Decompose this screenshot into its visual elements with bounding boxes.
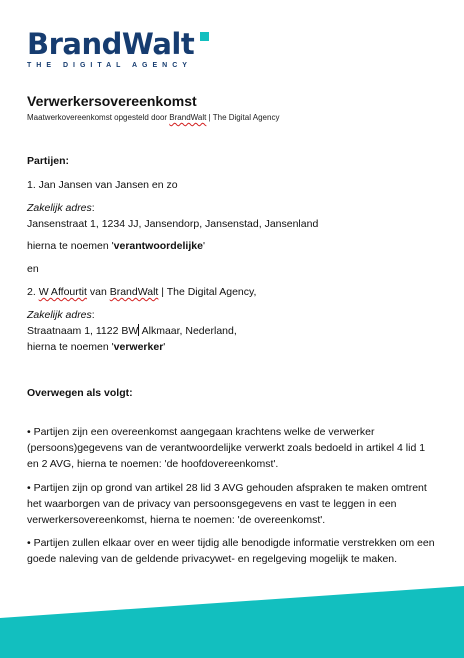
party1-address-label-text: Zakelijk adres [27,202,92,214]
considerations-heading-text: Overwegen als volgt: [27,387,133,399]
subtitle-suffix: | The Digital Agency [206,113,280,122]
document-title: Verwerkersovereenkomst [27,93,197,109]
party1-address: Jansenstraat 1, 1234 JJ, Jansendorp, Jansenstad, Jansenland [27,218,319,230]
party2-address-label: Zakelijk adres: [27,309,95,321]
party2-address [27,323,437,339]
party1-alias-term: verantwoordelijke [113,240,203,252]
party2-address-label-text: Zakelijk adres [27,309,92,321]
party2-address-part-b: Alkmaar, Nederland, [139,325,237,337]
party1-alias-suffix: ' [202,240,205,252]
consideration-item: • Partijen zullen elkaar over en weer tijdig alle benodigde informatie verstrekken om een goede naleving van de geldende privacywet- en regelgeving mogelijk te maken. [27,537,435,565]
party2-suffix: | The Digital Agency, [158,286,257,298]
logo-wordmark: BrandWalt [27,27,195,61]
party1-alias-prefix: hierna te noemen ' [27,240,114,252]
party2-name [27,284,437,300]
party2-alias-suffix: ' [163,341,166,353]
parties-heading [27,153,437,169]
party2-alias-prefix: hierna te noemen ' [27,341,114,353]
party2-prefix: 2. [27,286,39,298]
party1-name: 1. Jan Jansen van Jansen en zo [27,179,178,191]
party2-person: W Affourtit [38,286,87,298]
footer-band [0,586,464,658]
consideration-item: • Partijen zijn op grond van artikel 28 lid 3 AVG gehouden afspraken te maken omtrent het waarborgen van de privacy van persoonsgegevens en vast te leggen in een verwerkersovereenkomst, hierna te noemen: 'de overeenkomst'. [27,482,427,526]
party2-brand: BrandWalt [109,286,159,298]
logo-accent-square [200,32,209,41]
logo-tagline: THE DIGITAL AGENCY [27,62,192,69]
brand-logo [27,27,195,69]
consideration-item: • Partijen zijn een overeenkomst aangegaan krachtens welke de verwerker (persoons)gegevens van de verantwoordelijke verwerkt zoals bedoeld in artikel 4 lid 1 en 2 AVG, hierna te noemen: 'de hoofdovereenkomst'. [27,426,426,470]
party2-address-part-a: Straatnaam 1, 1122 BW [27,325,139,337]
party1-address-label: Zakelijk adres: [27,202,95,214]
considerations-heading [27,385,437,401]
party2-alias-term: verwerker [113,341,164,353]
parties-heading-text: Partijen: [27,155,70,167]
subtitle-prefix: Maatwerkovereenkomst opgesteld door [27,113,170,122]
footer-teal-shape [0,586,464,658]
subtitle-brand: BrandWalt [169,113,207,122]
party2-mid: van [86,286,110,298]
party1-alias [27,238,437,254]
conjunction: en [27,263,39,275]
party2-alias [27,339,437,355]
document-subtitle [27,113,279,122]
